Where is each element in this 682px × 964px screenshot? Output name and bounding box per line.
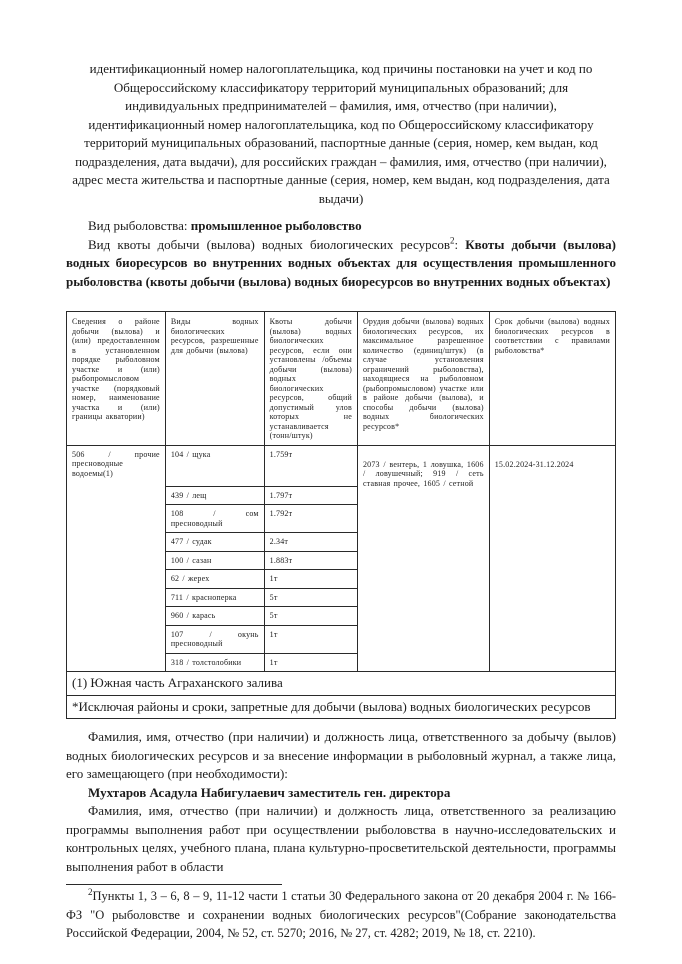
quota-cell: 1.792т [264, 505, 357, 533]
footnote-ref-superscript: 2 [450, 235, 455, 246]
intro-paragraph: идентификационный номер налогоплательщика, код причины постановки на учет и код по Общероссийскому классификатору территорий муниципальных образований; для индивидуальных предпринимателей – фамилия, имя, отчество (при наличии), идентификационный номер налогоплательщика, код по Общероссийскому классификатору территорий муниципальных образований, паспортные данные (серия, номер, кем выдан, код подразделения, дата выдачи), для российских граждан – фамилия, имя, отчество (при наличии), адрес места жительства и паспортные данные (серия, номер, кем выдан, код подразделения, дата выдачи) [72, 61, 610, 206]
note-area-cell: (1) Южная часть Аграханского залива [67, 672, 616, 696]
species-cell: 439 / лещ [165, 486, 264, 505]
responsible-paragraph: Фамилия, имя, отчество (при наличии) и должность лица, ответственного за добычу (вылов) водных биологических ресурсов и за внесение информации в рыболовный журнал, а также лица, его замещающего (при необходимости): [66, 729, 616, 781]
footnote [66, 887, 616, 943]
quota-cell: 1.797т [264, 486, 357, 505]
fishing-type-line [66, 217, 616, 236]
species-cell: 104 / щука [165, 445, 264, 486]
quota-type-value: Квоты добычи (вылова) водных биоресурсов во внутренних водных объектах для осуществления промышленного рыболовства (квоты добычи (вылова) водных биоресурсов во внутренних водных объектах) [66, 236, 616, 289]
fishing-type-value: промышленное рыболовство [190, 218, 362, 233]
footnote-separator [66, 884, 282, 885]
fishing-type-label: Вид рыболовства: [88, 218, 191, 233]
header-gear-column: Орудия добычи (вылова) водных биологических ресурсов, их максимальное разрешенное количество (единиц/штук) (в случае установления ограничений рыболовства), находящиеся на рыболовном (рыбопромысловом) участке или в районе добычи (вылова), и способы добычи (вылова) водных биологических ресурсов* [357, 312, 489, 446]
table-header-row [67, 312, 616, 446]
header-area-column: Сведения о районе добычи (вылова) и (или) предоставленном в установленном порядке рыболовном участке и (или) рыбопромысловом участке (порядковый номер, наименование участка и (или) границы акватории) [67, 312, 166, 446]
quota-cell: 1т [264, 570, 357, 589]
note-exclusion-row [67, 695, 616, 719]
period-cell: 15.02.2024-31.12.2024 [489, 445, 615, 672]
quota-cell: 5т [264, 607, 357, 626]
quota-table [66, 311, 616, 719]
quota-type-label: Вид квоты добычи (вылова) водных биологических ресурсов [88, 236, 451, 252]
header-quota-column: Квоты добычи (вылова) водных биологических ресурсов, если они установлены /объемы добычи (вылова) водных биологических ресурсов, общий допустимый улов которых не устанавливается (тонн/штук) [264, 312, 357, 446]
species-cell: 100 / сазан [165, 551, 264, 570]
footnote-text: Пункты 1, 3 – 6, 8 – 9, 11-12 части 1 статьи 30 Федерального закона от 20 декабря 2004 г. № 166-ФЗ "О рыболовстве и сохранении водных биологических ресурсов"(Собрание законодательства Российской Федерации, 2004, № 52, ст. 5270; 2016, № 27, ст. 4282; 2019, № 18, ст. 2210). [66, 889, 616, 940]
note-exclusion-cell: *Исключая районы и сроки, запретные для добычи (вылова) водных биологических ресурсов [67, 695, 616, 719]
quota-cell: 2.34т [264, 533, 357, 552]
footnote-number: 2 [88, 886, 93, 897]
quota-cell: 1т [264, 625, 357, 653]
quota-cell: 1т [264, 653, 357, 672]
species-cell: 107 / окунь пресноводный [165, 625, 264, 653]
area-cell: 506 / прочие пресноводные водоемы(1) [67, 445, 166, 672]
species-cell: 62 / жерех [165, 570, 264, 589]
species-cell: 318 / толстолобики [165, 653, 264, 672]
header-period-column: Срок добычи (вылова) водных биологических ресурсов в соответствии с правилами рыболовства* [489, 312, 615, 446]
table-row [67, 445, 616, 486]
quota-type-separator: : [454, 236, 466, 252]
species-cell: 711 / красноперка [165, 588, 264, 607]
gear-cell: 2073 / вентерь, 1 ловушка, 1606 / ловушечный; 919 / сеть ставная прочее, 1605 / сетной [357, 445, 489, 672]
species-cell: 960 / карась [165, 607, 264, 626]
responsible-name: Мухтаров Асадула Набигулаевич заместитель ген. директора [88, 784, 451, 800]
quota-cell: 5т [264, 588, 357, 607]
quota-cell: 1.883т [264, 551, 357, 570]
note-area-row [67, 672, 616, 696]
species-cell: 477 / судак [165, 533, 264, 552]
quota-cell: 1.759т [264, 445, 357, 486]
program-paragraph: Фамилия, имя, отчество (при наличии) и должность лица, ответственного за реализацию программы выполнения работ при осуществлении рыболовства в научно-исследовательских и контрольных целях, учебного плана, плана культурно-просветительской деятельности, программы выполнения работ в области [66, 803, 616, 874]
header-species-column: Виды водных биологических ресурсов, разрешенные для добычи (вылова) [165, 312, 264, 446]
species-cell: 108 / сом пресноводный [165, 505, 264, 533]
quota-type-line [66, 236, 616, 292]
